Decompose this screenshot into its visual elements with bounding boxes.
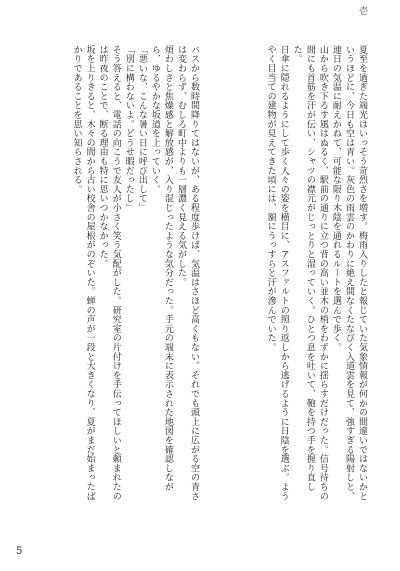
text-block-left (40, 45, 200, 508)
page-number: 5 (16, 546, 23, 557)
dialogue-line: 「悪いな、こんな暑い日に呼び出して」 (136, 45, 147, 213)
chapter-number: 壱 (358, 7, 368, 17)
paragraph: 山から吹き下ろす風はぬるく、駅前の通りに立つ背の高い並木の梢をわずかに揺らすだけだった。信号待ちの間にも首筋を汗が伝い、シャツの襟元がじっとりと湿っていく。ひとつ息を吐いて、鞄を持つ手を握り直した。 (291, 45, 328, 501)
paragraph: 夏至を過ぎた端光はいっそう苛烈さを増す。梅雨入りしたと報じていた気象情報が何かの間違いではないかというほどに、今日も空は青い。灰色の雨雲のかわりに絶え間なくたなびく入道雲を見て、強すぎる陽射しと、連日の気温に耐えかねて、可能な限り木陰を通れるルートを選んで歩く。 (330, 45, 367, 501)
dialogue-line: 「別に構わないよ。どうせ暇だったし」 (123, 45, 134, 213)
paragraph: 坂を上りきると、木々の間から古い校舎の屋根がのぞいた。蝉の声が一段と大きくなり、夏がまだ始まったばかりであることを思い知らされる。 (71, 45, 95, 501)
paragraph: 煩わしさと焦燥感と解放感が、入り混じったような気分だった。手元の端末に表示された地図を確認しながら、ゆるやかな坂道を上っていく。 (149, 45, 173, 492)
paragraph: 日傘に隠れるようにして歩く人々の姿を横目に、アスファルトの照り返しから逃げるように日陰を選ぶ。ようやく目当ての建物が見えてきた頃には、額にうっすらと汗が滲んでいた。 (265, 45, 289, 501)
text-block-right (208, 45, 368, 508)
paragraph: バスから数時間降りてはないが、ある程度歩けば、気温はさほど高くもない。それでも頭上に広がる空の青さは変わらず、むしろ町中よりも一層濃く見える気がした。 (175, 45, 199, 501)
paragraph: そう答えると、電話の向こうで友人が小さく笑う気配がした。研究室の片付けを手伝ってほしいと頼まれたのは昨夜のことで、断る理由も特に思いつかなかった。 (97, 45, 121, 501)
